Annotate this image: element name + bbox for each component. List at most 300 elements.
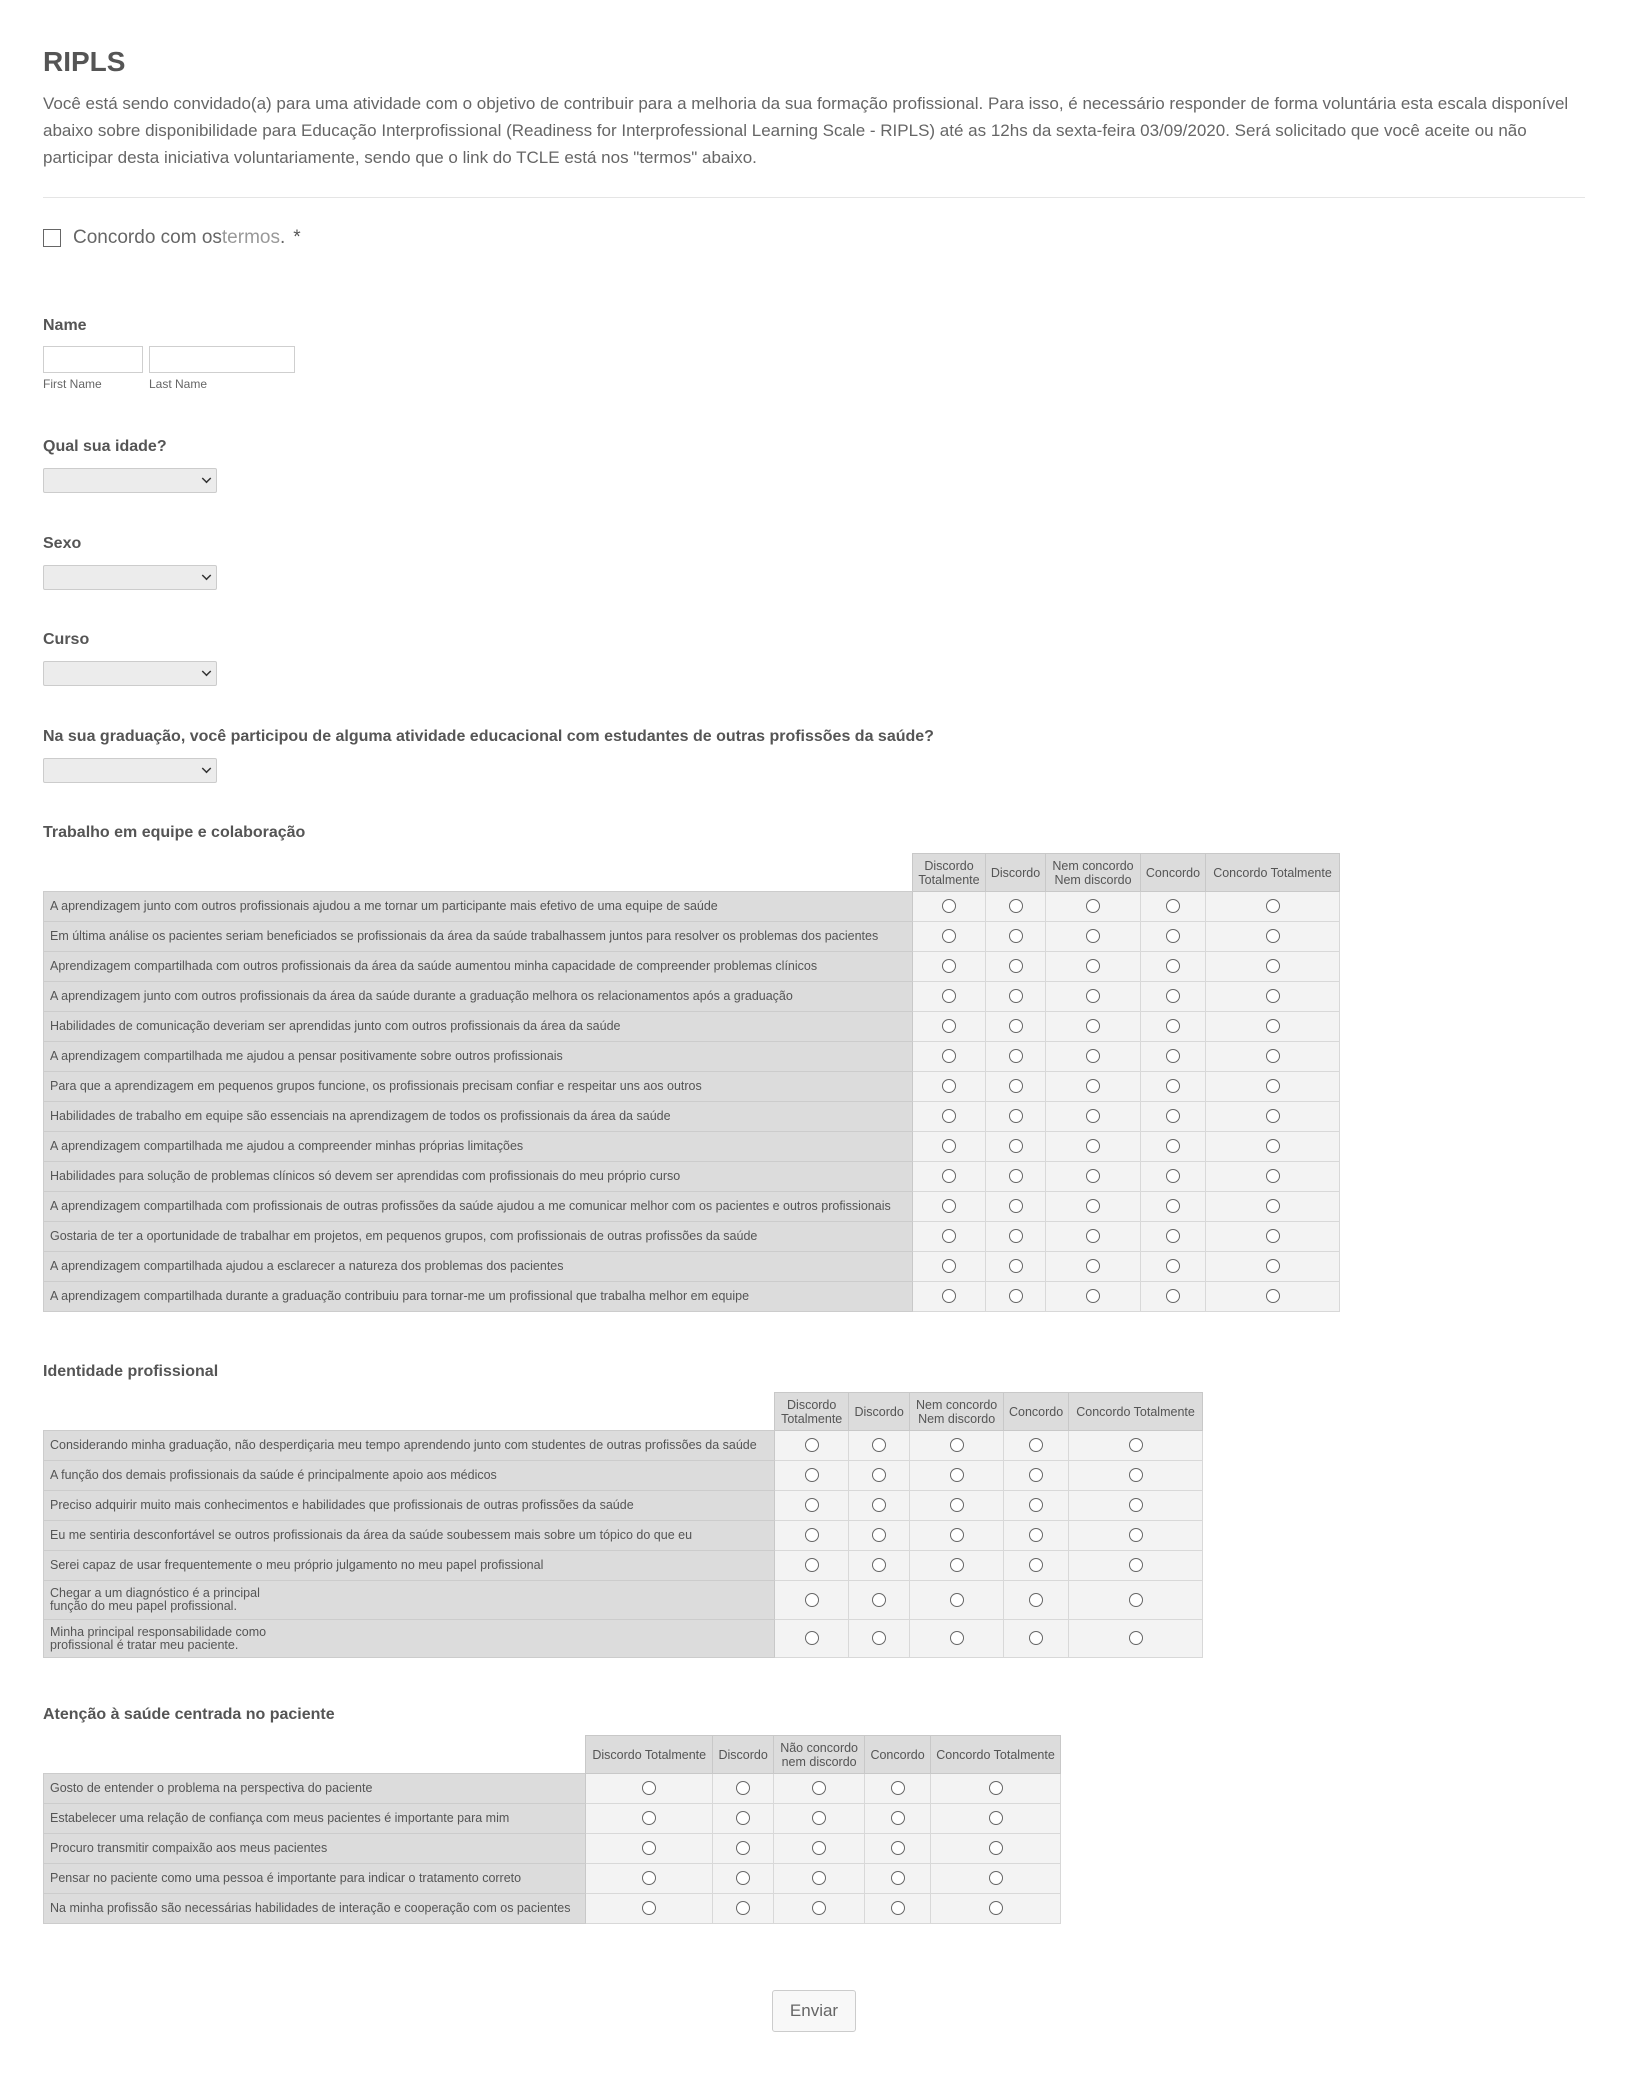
radio-button[interactable] bbox=[805, 1631, 819, 1645]
radio-button[interactable] bbox=[891, 1901, 905, 1915]
radio-button[interactable] bbox=[1009, 899, 1023, 913]
matrix-cell bbox=[1206, 892, 1340, 922]
radio-button[interactable] bbox=[1166, 989, 1180, 1003]
radio-button[interactable] bbox=[1166, 1259, 1180, 1273]
radio-button[interactable] bbox=[1086, 1229, 1100, 1243]
radio-button[interactable] bbox=[1266, 989, 1280, 1003]
matrix-column-header: Nem concordo Nem discordo bbox=[910, 1393, 1004, 1431]
radio-button[interactable] bbox=[1129, 1528, 1143, 1542]
radio-button[interactable] bbox=[1266, 959, 1280, 973]
matrix-row-label: Gosto de entender o problema na perspectiva do paciente bbox=[44, 1774, 586, 1804]
grid-title: Trabalho em equipe e colaboração bbox=[43, 824, 306, 841]
matrix-cell bbox=[1046, 1162, 1141, 1192]
matrix-cell bbox=[986, 1132, 1046, 1162]
radio-button[interactable] bbox=[805, 1528, 819, 1542]
radio-button[interactable] bbox=[1166, 959, 1180, 973]
radio-button[interactable] bbox=[1086, 959, 1100, 973]
radio-button[interactable] bbox=[1166, 1049, 1180, 1063]
matrix-row-label: Aprendizagem compartilhada com outros profissionais da área da saúde aumentou minha capacidade de compreender problemas clínicos bbox=[44, 952, 913, 982]
course-label: Curso bbox=[43, 631, 90, 648]
matrix-row-label: A função dos demais profissionais da saúde é principalmente apoio aos médicos bbox=[44, 1461, 775, 1491]
sex-label: Sexo bbox=[43, 535, 82, 552]
first-name-input[interactable] bbox=[43, 346, 143, 373]
radio-button[interactable] bbox=[1129, 1593, 1143, 1607]
matrix-row bbox=[44, 1042, 1340, 1072]
radio-button[interactable] bbox=[1086, 1259, 1100, 1273]
matrix-cell bbox=[849, 1551, 910, 1581]
matrix-cell bbox=[1206, 922, 1340, 952]
radio-button[interactable] bbox=[805, 1558, 819, 1572]
radio-button[interactable] bbox=[1029, 1468, 1043, 1482]
matrix-cell bbox=[1206, 982, 1340, 1012]
matrix-column-header: Discordo bbox=[986, 854, 1046, 892]
matrix-column-header: Concordo bbox=[865, 1736, 931, 1774]
name-label: Name bbox=[43, 317, 87, 334]
sex-select[interactable] bbox=[43, 565, 217, 590]
radio-button[interactable] bbox=[1086, 1139, 1100, 1153]
matrix-column-header: Discordo bbox=[849, 1393, 910, 1431]
matrix-row-label: A aprendizagem compartilhada com profissionais de outras profissões da saúde ajudou a me comunicar melhor com os pacientes e outros profissionais bbox=[44, 1192, 913, 1222]
radio-button[interactable] bbox=[1009, 1049, 1023, 1063]
radio-button[interactable] bbox=[1266, 1139, 1280, 1153]
radio-button[interactable] bbox=[872, 1438, 886, 1452]
matrix-cell bbox=[986, 1072, 1046, 1102]
radio-button[interactable] bbox=[1086, 1109, 1100, 1123]
matrix-cell bbox=[1046, 982, 1141, 1012]
matrix-cell bbox=[1046, 1192, 1141, 1222]
matrix-cell bbox=[713, 1864, 774, 1894]
radio-button[interactable] bbox=[891, 1811, 905, 1825]
matrix-cell bbox=[1046, 1282, 1141, 1312]
radio-button[interactable] bbox=[872, 1498, 886, 1512]
matrix-cell bbox=[713, 1774, 774, 1804]
matrix-cell bbox=[865, 1834, 931, 1864]
radio-button[interactable] bbox=[942, 1289, 956, 1303]
matrix-column-header: Discordo Totalmente bbox=[913, 854, 986, 892]
matrix-cell bbox=[774, 1864, 865, 1894]
prior-activity-select[interactable] bbox=[43, 758, 217, 783]
matrix-cell bbox=[1141, 952, 1206, 982]
matrix-cell bbox=[1141, 1042, 1206, 1072]
radio-button[interactable] bbox=[736, 1811, 750, 1825]
radio-button[interactable] bbox=[1166, 1289, 1180, 1303]
radio-button[interactable] bbox=[1009, 1079, 1023, 1093]
radio-button[interactable] bbox=[1166, 1139, 1180, 1153]
matrix-row bbox=[44, 1834, 1061, 1864]
radio-button[interactable] bbox=[942, 1109, 956, 1123]
matrix-row bbox=[44, 1072, 1340, 1102]
radio-button[interactable] bbox=[950, 1468, 964, 1482]
matrix-cell bbox=[1004, 1620, 1069, 1658]
radio-button[interactable] bbox=[1266, 929, 1280, 943]
radio-button[interactable] bbox=[989, 1811, 1003, 1825]
radio-button[interactable] bbox=[642, 1901, 656, 1915]
matrix-cell bbox=[775, 1551, 849, 1581]
radio-button[interactable] bbox=[1266, 1049, 1280, 1063]
terms-label: Concordo com os bbox=[73, 227, 222, 248]
radio-button[interactable] bbox=[989, 1901, 1003, 1915]
matrix-cell bbox=[986, 1252, 1046, 1282]
radio-button[interactable] bbox=[1266, 1109, 1280, 1123]
radio-button[interactable] bbox=[1009, 1289, 1023, 1303]
radio-button[interactable] bbox=[942, 1139, 956, 1153]
radio-button[interactable] bbox=[891, 1871, 905, 1885]
matrix-column-header: Concordo Totalmente bbox=[1206, 854, 1340, 892]
matrix-cell bbox=[586, 1804, 713, 1834]
matrix-column-header: Discordo bbox=[713, 1736, 774, 1774]
radio-button[interactable] bbox=[942, 1229, 956, 1243]
radio-button[interactable] bbox=[1166, 1109, 1180, 1123]
matrix-corner bbox=[44, 854, 913, 892]
radio-button[interactable] bbox=[872, 1558, 886, 1572]
matrix-cell bbox=[1206, 1102, 1340, 1132]
radio-button[interactable] bbox=[1266, 1259, 1280, 1273]
matrix-cell bbox=[910, 1431, 1004, 1461]
matrix-cell bbox=[1206, 1192, 1340, 1222]
matrix-row-label: A aprendizagem compartilhada ajudou a esclarecer a natureza dos problemas dos pacientes bbox=[44, 1252, 913, 1282]
radio-button[interactable] bbox=[1009, 1109, 1023, 1123]
radio-button[interactable] bbox=[1086, 1049, 1100, 1063]
required-mark: * bbox=[293, 227, 301, 248]
matrix-cell bbox=[1004, 1461, 1069, 1491]
matrix-cell bbox=[849, 1491, 910, 1521]
radio-button[interactable] bbox=[872, 1528, 886, 1542]
matrix-cell bbox=[1141, 1222, 1206, 1252]
matrix-row bbox=[44, 1491, 1203, 1521]
radio-button[interactable] bbox=[1266, 1169, 1280, 1183]
matrix-cell bbox=[774, 1894, 865, 1924]
matrix-row bbox=[44, 1774, 1061, 1804]
matrix-cell bbox=[1141, 1072, 1206, 1102]
last-name-input[interactable] bbox=[149, 346, 295, 373]
matrix-cell bbox=[931, 1834, 1061, 1864]
matrix-cell bbox=[913, 1012, 986, 1042]
matrix-cell bbox=[1141, 1132, 1206, 1162]
submit-button[interactable]: Enviar bbox=[772, 1990, 856, 2032]
matrix-row-label: Na minha profissão são necessárias habilidades de interação e cooperação com os pacientes bbox=[44, 1894, 586, 1924]
matrix-cell bbox=[1206, 1012, 1340, 1042]
radio-button[interactable] bbox=[1129, 1631, 1143, 1645]
matrix-teamwork bbox=[43, 853, 1340, 1312]
age-label: Qual sua idade? bbox=[43, 438, 167, 455]
matrix-cell bbox=[910, 1620, 1004, 1658]
matrix-cell bbox=[986, 1162, 1046, 1192]
terms-link[interactable]: termos bbox=[221, 227, 280, 248]
matrix-cell bbox=[913, 1072, 986, 1102]
radio-button[interactable] bbox=[1166, 1169, 1180, 1183]
matrix-column-header: Concordo Totalmente bbox=[1069, 1393, 1203, 1431]
radio-button[interactable] bbox=[812, 1781, 826, 1795]
matrix-cell bbox=[775, 1461, 849, 1491]
radio-button[interactable] bbox=[891, 1841, 905, 1855]
radio-button[interactable] bbox=[1086, 929, 1100, 943]
matrix-cell bbox=[1046, 1132, 1141, 1162]
matrix-row bbox=[44, 1894, 1061, 1924]
matrix-cell bbox=[986, 1282, 1046, 1312]
matrix-row bbox=[44, 1192, 1340, 1222]
age-select[interactable] bbox=[43, 468, 217, 493]
matrix-corner bbox=[44, 1736, 586, 1774]
matrix-row bbox=[44, 1132, 1340, 1162]
radio-button[interactable] bbox=[1029, 1438, 1043, 1452]
grid-title: Atenção à saúde centrada no paciente bbox=[43, 1706, 335, 1723]
matrix-cell bbox=[1069, 1551, 1203, 1581]
matrix-row-label: Gostaria de ter a oportunidade de trabalhar em projetos, em pequenos grupos, com profissionais de outras profissões da saúde bbox=[44, 1222, 913, 1252]
radio-button[interactable] bbox=[872, 1631, 886, 1645]
radio-button[interactable] bbox=[1009, 1139, 1023, 1153]
matrix-row bbox=[44, 1252, 1340, 1282]
radio-button[interactable] bbox=[891, 1781, 905, 1795]
radio-button[interactable] bbox=[805, 1468, 819, 1482]
radio-button[interactable] bbox=[642, 1781, 656, 1795]
matrix-cell bbox=[1141, 1012, 1206, 1042]
matrix-cell bbox=[931, 1804, 1061, 1834]
radio-button[interactable] bbox=[950, 1498, 964, 1512]
matrix-cell bbox=[986, 922, 1046, 952]
matrix-cell bbox=[774, 1774, 865, 1804]
matrix-cell bbox=[1046, 1042, 1141, 1072]
radio-button[interactable] bbox=[1086, 1079, 1100, 1093]
radio-button[interactable] bbox=[1266, 1079, 1280, 1093]
matrix-cell bbox=[913, 952, 986, 982]
matrix-cell bbox=[849, 1620, 910, 1658]
radio-button[interactable] bbox=[1009, 1229, 1023, 1243]
matrix-cell bbox=[913, 1042, 986, 1072]
matrix-row bbox=[44, 1804, 1061, 1834]
matrix-row-label: Considerando minha graduação, não desperdiçaria meu tempo aprendendo junto com studentes de outras profissões da saúde bbox=[44, 1431, 775, 1461]
radio-button[interactable] bbox=[1086, 989, 1100, 1003]
matrix-cell bbox=[865, 1894, 931, 1924]
matrix-cell bbox=[1004, 1431, 1069, 1461]
matrix-cell bbox=[1206, 1252, 1340, 1282]
radio-button[interactable] bbox=[736, 1871, 750, 1885]
matrix-cell bbox=[586, 1774, 713, 1804]
radio-button[interactable] bbox=[1009, 1259, 1023, 1273]
matrix-cell bbox=[1069, 1491, 1203, 1521]
matrix-column-header: Nem concordo Nem discordo bbox=[1046, 854, 1141, 892]
matrix-row-label: Preciso adquirir muito mais conhecimentos e habilidades que profissionais de outras profissões da saúde bbox=[44, 1491, 775, 1521]
radio-button[interactable] bbox=[1129, 1468, 1143, 1482]
matrix-cell bbox=[1206, 1132, 1340, 1162]
matrix-cell bbox=[913, 1162, 986, 1192]
radio-button[interactable] bbox=[1166, 1229, 1180, 1243]
radio-button[interactable] bbox=[942, 1079, 956, 1093]
form-description: Você está sendo convidado(a) para uma atividade com o objetivo de contribuir para a melhoria da sua formação profissional. Para isso, é necessário responder de forma voluntária esta escala disponível abaixo sobre disponibilidade para Educação Interprofissional (Readiness for Interprofessional Learning Scale - RIPLS) até as 12hs da sexta-feira 03/09/2020. Será solicitado que você aceite ou não participar desta iniciativa voluntariamente, sendo que o link do TCLE está nos "termos" abaixo. bbox=[43, 94, 1569, 167]
matrix-cell bbox=[775, 1620, 849, 1658]
matrix-cell bbox=[931, 1864, 1061, 1894]
matrix-cell bbox=[1069, 1461, 1203, 1491]
matrix-row bbox=[44, 1102, 1340, 1132]
matrix-row-label: A aprendizagem junto com outros profissionais da área da saúde durante a graduação melhora os relacionamentos após a graduação bbox=[44, 982, 913, 1012]
radio-button[interactable] bbox=[736, 1901, 750, 1915]
matrix-row bbox=[44, 1162, 1340, 1192]
matrix-cell bbox=[1069, 1581, 1203, 1620]
radio-button[interactable] bbox=[1266, 1199, 1280, 1213]
matrix-column-header: Discordo Totalmente bbox=[775, 1393, 849, 1431]
radio-button[interactable] bbox=[1166, 1199, 1180, 1213]
radio-button[interactable] bbox=[1129, 1438, 1143, 1452]
matrix-cell bbox=[913, 1192, 986, 1222]
matrix-column-header: Não concordo nem discordo bbox=[774, 1736, 865, 1774]
radio-button[interactable] bbox=[1009, 989, 1023, 1003]
radio-button[interactable] bbox=[1086, 899, 1100, 913]
matrix-cell bbox=[849, 1461, 910, 1491]
radio-button[interactable] bbox=[642, 1811, 656, 1825]
radio-button[interactable] bbox=[736, 1841, 750, 1855]
radio-button[interactable] bbox=[989, 1871, 1003, 1885]
radio-button[interactable] bbox=[989, 1781, 1003, 1795]
matrix-cell bbox=[986, 952, 1046, 982]
radio-button[interactable] bbox=[950, 1528, 964, 1542]
matrix-cell bbox=[775, 1431, 849, 1461]
course-select[interactable] bbox=[43, 661, 217, 686]
matrix-cell bbox=[586, 1834, 713, 1864]
radio-button[interactable] bbox=[950, 1558, 964, 1572]
radio-button[interactable] bbox=[1086, 1199, 1100, 1213]
radio-button[interactable] bbox=[805, 1593, 819, 1607]
radio-button[interactable] bbox=[1266, 1289, 1280, 1303]
radio-button[interactable] bbox=[1129, 1498, 1143, 1512]
radio-button[interactable] bbox=[989, 1841, 1003, 1855]
radio-button[interactable] bbox=[1009, 929, 1023, 943]
radio-button[interactable] bbox=[1086, 1289, 1100, 1303]
radio-button[interactable] bbox=[942, 1199, 956, 1213]
radio-button[interactable] bbox=[942, 1049, 956, 1063]
matrix-row-label: Minha principal responsabilidade como profissional é tratar meu paciente. bbox=[44, 1620, 775, 1658]
radio-button[interactable] bbox=[950, 1631, 964, 1645]
matrix-cell bbox=[1046, 922, 1141, 952]
radio-button[interactable] bbox=[805, 1498, 819, 1512]
radio-button[interactable] bbox=[812, 1871, 826, 1885]
prior-activity-label: Na sua graduação, você participou de alguma atividade educacional com estudantes de outras profissões da saúde? bbox=[43, 728, 934, 745]
matrix-cell bbox=[1141, 892, 1206, 922]
radio-button[interactable] bbox=[1029, 1498, 1043, 1512]
terms-suffix: . bbox=[279, 227, 286, 248]
matrix-corner bbox=[44, 1393, 775, 1431]
matrix-cell bbox=[1141, 922, 1206, 952]
radio-button[interactable] bbox=[1166, 1019, 1180, 1033]
matrix-cell bbox=[1206, 1162, 1340, 1192]
radio-button[interactable] bbox=[1029, 1593, 1043, 1607]
radio-button[interactable] bbox=[950, 1593, 964, 1607]
radio-button[interactable] bbox=[1086, 1169, 1100, 1183]
matrix-cell bbox=[913, 1252, 986, 1282]
radio-button[interactable] bbox=[942, 989, 956, 1003]
matrix-cell bbox=[1206, 1222, 1340, 1252]
matrix-cell bbox=[1069, 1620, 1203, 1658]
terms-checkbox[interactable] bbox=[43, 229, 61, 247]
last-name-sublabel: Last Name bbox=[149, 377, 208, 391]
matrix-cell bbox=[865, 1774, 931, 1804]
radio-button[interactable] bbox=[1086, 1019, 1100, 1033]
radio-button[interactable] bbox=[942, 1169, 956, 1183]
matrix-cell bbox=[910, 1581, 1004, 1620]
radio-button[interactable] bbox=[1166, 929, 1180, 943]
matrix-cell bbox=[910, 1461, 1004, 1491]
matrix-row bbox=[44, 1521, 1203, 1551]
radio-button[interactable] bbox=[1129, 1558, 1143, 1572]
matrix-cell bbox=[775, 1581, 849, 1620]
matrix-cell bbox=[986, 982, 1046, 1012]
matrix-row-label: A aprendizagem compartilhada me ajudou a pensar positivamente sobre outros profissionais bbox=[44, 1042, 913, 1072]
matrix-row-label: Habilidades de comunicação deveriam ser aprendidas junto com outros profissionais da área da saúde bbox=[44, 1012, 913, 1042]
matrix-cell bbox=[1206, 1072, 1340, 1102]
radio-button[interactable] bbox=[1029, 1528, 1043, 1542]
matrix-cell bbox=[986, 1042, 1046, 1072]
matrix-cell bbox=[1004, 1551, 1069, 1581]
radio-button[interactable] bbox=[1009, 1019, 1023, 1033]
matrix-cell bbox=[586, 1894, 713, 1924]
matrix-cell bbox=[1046, 1012, 1141, 1042]
matrix-cell bbox=[849, 1521, 910, 1551]
matrix-row-label: A aprendizagem junto com outros profissionais ajudou a me tornar um participante mais efetivo de uma equipe de saúde bbox=[44, 892, 913, 922]
matrix-cell bbox=[713, 1894, 774, 1924]
matrix-cell bbox=[913, 1132, 986, 1162]
matrix-cell bbox=[1069, 1521, 1203, 1551]
matrix-cell bbox=[1141, 1162, 1206, 1192]
radio-button[interactable] bbox=[1029, 1558, 1043, 1572]
matrix-cell bbox=[931, 1894, 1061, 1924]
matrix-cell bbox=[865, 1804, 931, 1834]
matrix-cell bbox=[1046, 1222, 1141, 1252]
radio-button[interactable] bbox=[642, 1841, 656, 1855]
radio-button[interactable] bbox=[1266, 899, 1280, 913]
matrix-cell bbox=[986, 1192, 1046, 1222]
radio-button[interactable] bbox=[942, 929, 956, 943]
grid-title: Identidade profissional bbox=[43, 1363, 219, 1380]
radio-button[interactable] bbox=[872, 1593, 886, 1607]
matrix-cell bbox=[913, 1222, 986, 1252]
matrix-row bbox=[44, 1461, 1203, 1491]
radio-button[interactable] bbox=[1166, 1079, 1180, 1093]
matrix-cell bbox=[1046, 892, 1141, 922]
matrix-row-label: Eu me sentiria desconfortável se outros profissionais da área da saúde soubessem mais sobre um tópico do que eu bbox=[44, 1521, 775, 1551]
matrix-cell bbox=[1004, 1581, 1069, 1620]
matrix-cell bbox=[865, 1864, 931, 1894]
radio-button[interactable] bbox=[942, 1259, 956, 1273]
matrix-row bbox=[44, 1012, 1340, 1042]
matrix-cell bbox=[1141, 1282, 1206, 1312]
matrix-cell bbox=[1069, 1431, 1203, 1461]
radio-button[interactable] bbox=[1266, 1019, 1280, 1033]
radio-button[interactable] bbox=[942, 899, 956, 913]
divider bbox=[43, 197, 1585, 198]
radio-button[interactable] bbox=[642, 1871, 656, 1885]
matrix-patient-centered-care bbox=[43, 1735, 1061, 1924]
radio-button[interactable] bbox=[812, 1811, 826, 1825]
radio-button[interactable] bbox=[950, 1438, 964, 1452]
radio-button[interactable] bbox=[805, 1438, 819, 1452]
matrix-cell bbox=[910, 1491, 1004, 1521]
matrix-cell bbox=[1046, 1102, 1141, 1132]
matrix-cell bbox=[775, 1521, 849, 1551]
matrix-cell bbox=[913, 892, 986, 922]
radio-button[interactable] bbox=[812, 1901, 826, 1915]
radio-button[interactable] bbox=[872, 1468, 886, 1482]
matrix-row bbox=[44, 952, 1340, 982]
radio-button[interactable] bbox=[942, 959, 956, 973]
matrix-cell bbox=[1004, 1491, 1069, 1521]
radio-button[interactable] bbox=[1009, 1169, 1023, 1183]
radio-button[interactable] bbox=[1009, 1199, 1023, 1213]
radio-button[interactable] bbox=[736, 1781, 750, 1795]
radio-button[interactable] bbox=[1029, 1631, 1043, 1645]
radio-button[interactable] bbox=[1009, 959, 1023, 973]
radio-button[interactable] bbox=[1166, 899, 1180, 913]
radio-button[interactable] bbox=[1266, 1229, 1280, 1243]
radio-button[interactable] bbox=[942, 1019, 956, 1033]
radio-button[interactable] bbox=[812, 1841, 826, 1855]
